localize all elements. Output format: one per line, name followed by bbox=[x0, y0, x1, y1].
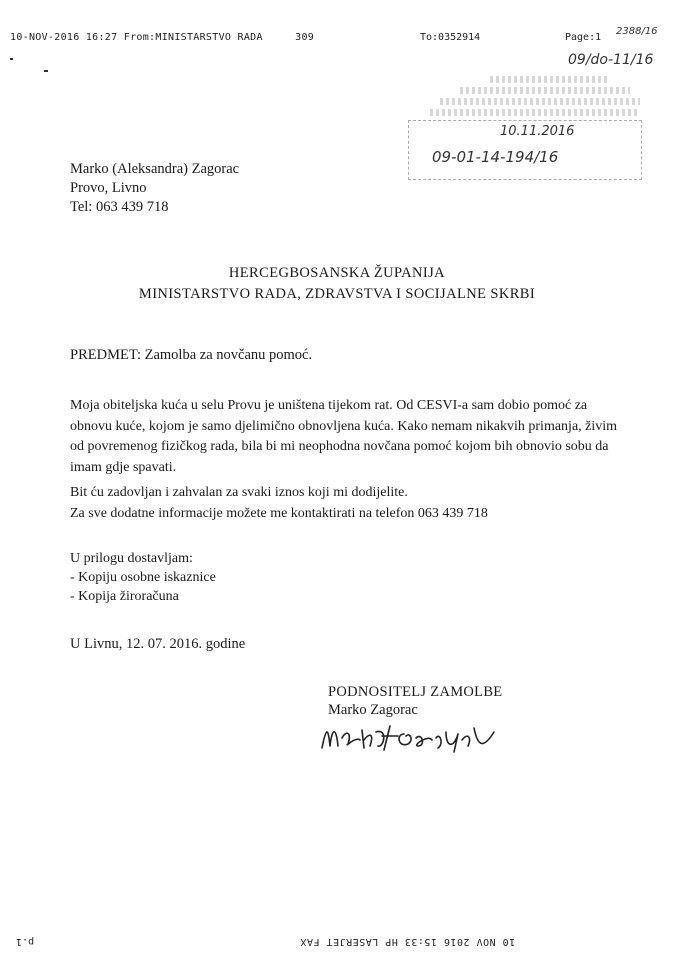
sender-phone: Tel: 063 439 718 bbox=[70, 199, 169, 215]
fax-footer: 10 NOV 2016 15:33 HP LASERJET FAX bbox=[300, 936, 516, 947]
attachment-item: - Kopiju osobne iskaznice bbox=[70, 570, 216, 585]
signer-role: PODNOSITELJ ZAMOLBE bbox=[328, 684, 503, 700]
body-paragraph-2-line-1: Bit ću zadovljan i zahvalan za svaki iznos koji mi dodijelite. bbox=[70, 485, 408, 500]
body-paragraph-1: Moja obiteljska kuća u selu Provu je uništena tijekom rat. Od CESVI-a sam dobio pomoć za obnovu kuće, kojom je samo djelimično obnovljena kuća. Kako nemam nikakvih primanja, živim od povremenog fizičkog rada, bila bi mi neophodna novčana pomoć kojom bih obnovio sobu da imam gdje spavati. bbox=[70, 398, 618, 475]
sender-block bbox=[70, 160, 239, 217]
fax-header-number: 309 bbox=[295, 32, 315, 43]
signer-block bbox=[328, 683, 502, 719]
stamp-faint-line bbox=[440, 98, 640, 105]
subject-line bbox=[70, 347, 312, 364]
subject-label: PREDMET: bbox=[70, 347, 141, 363]
attachment-item: - Kopija žiroračuna bbox=[70, 589, 179, 604]
stamp-date: 10.11.2016 bbox=[500, 124, 575, 139]
fax-header bbox=[10, 32, 314, 43]
stamp-faint-line bbox=[460, 87, 630, 94]
handwritten-signature bbox=[318, 718, 498, 758]
fax-page: Page:1 bbox=[565, 32, 602, 43]
body-paragraph-2 bbox=[70, 483, 630, 524]
sender-address: Provo, Livno bbox=[70, 180, 147, 196]
stamp-faint-line bbox=[490, 76, 610, 83]
recipient-block bbox=[0, 263, 674, 305]
handwritten-note-ref: 09/do-11/16 bbox=[568, 52, 654, 68]
subject-text: Zamolba za novčanu pomoć. bbox=[144, 347, 313, 363]
attachments-block bbox=[70, 549, 216, 606]
speck bbox=[10, 58, 13, 60]
fax-to: To:0352914 bbox=[420, 32, 481, 43]
stamp-faint-line bbox=[430, 109, 640, 116]
sender-name: Marko (Aleksandra) Zagorac bbox=[70, 161, 240, 177]
recipient-line-2: MINISTARSTVO RADA, ZDRAVSTVA I SOCIJALNE SKRBI bbox=[138, 286, 536, 302]
fax-header-text: 10-NOV-2016 16:27 From:MINISTARSTVO RADA bbox=[10, 32, 263, 43]
handwritten-note-top: 2388/16 bbox=[616, 26, 658, 37]
fax-footer-page: p.1 bbox=[16, 936, 35, 947]
registry-stamp bbox=[400, 72, 650, 182]
stamp-reference-number: 09-01-14-194/16 bbox=[432, 148, 559, 166]
speck bbox=[44, 70, 48, 72]
recipient-line-1: HERCEGBOSANSKA ŽUPANIJA bbox=[228, 265, 446, 281]
signer-name: Marko Zagorac bbox=[328, 702, 418, 718]
place-and-date: U Livnu, 12. 07. 2016. godine bbox=[70, 636, 246, 652]
body-paragraph-2-line-2: Za sve dodatne informacije možete me kontaktirati na telefon 063 439 718 bbox=[70, 505, 488, 521]
attachments-intro: U prilogu dostavljam: bbox=[70, 551, 193, 566]
